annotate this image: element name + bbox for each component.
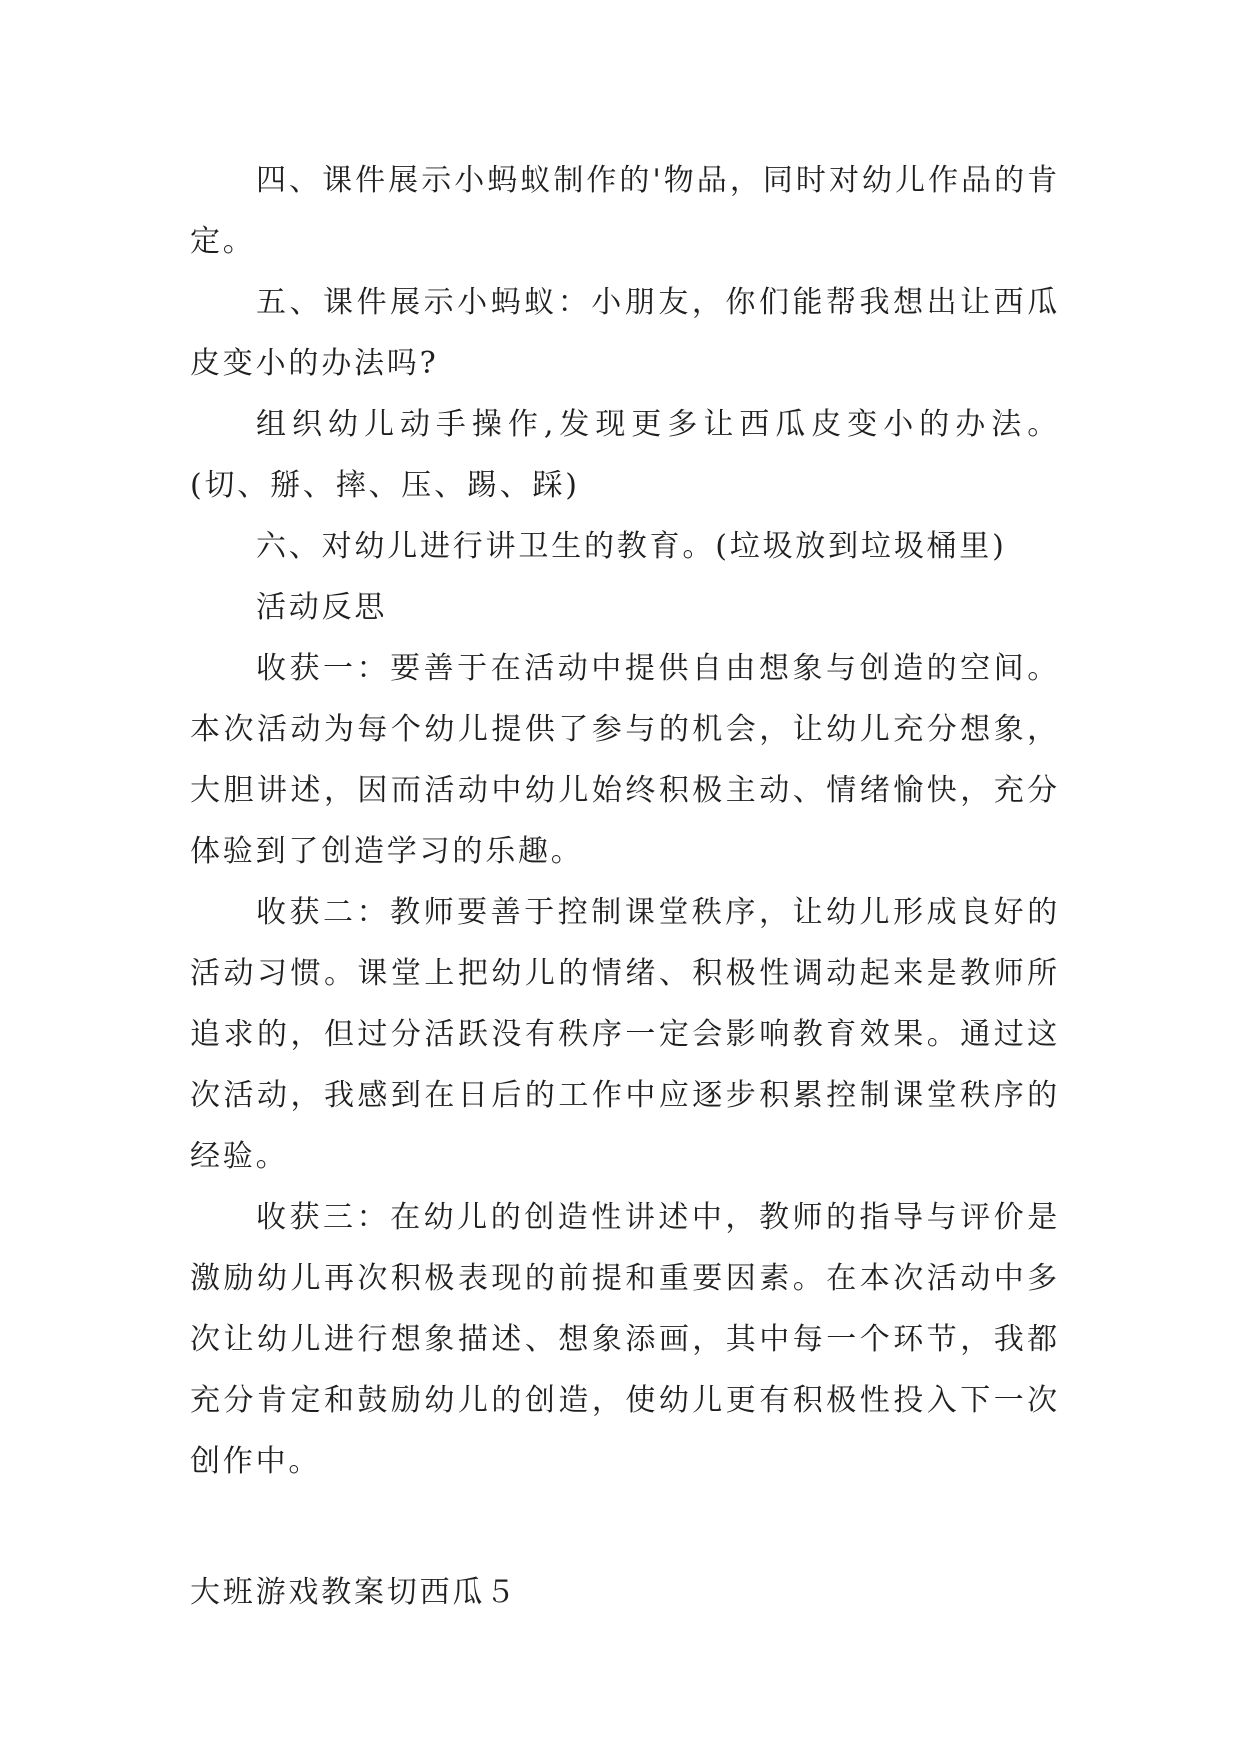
paragraph-gain-one: 收获一：要善于在活动中提供自由想象与创造的空间。本次活动为每个幼儿提供了参与的机会，让幼儿充分想象，大胆讲述，因而活动中幼儿始终积极主动、情绪愉快，充分体验到了创造学习的乐趣。 xyxy=(190,651,1060,869)
next-lesson-title: 大班游戏教案切西瓜５ xyxy=(190,1575,518,1610)
section-heading-reflection: 活动反思 xyxy=(256,590,388,625)
section-gap xyxy=(190,1492,1060,1562)
paragraph-gain-two: 收获二：教师要善于控制课堂秩序，让幼儿形成良好的活动习惯。课堂上把幼儿的情绪、积极性调动起来是教师所追求的，但过分活跃没有秩序一定会影响教育效果。通过这次活动，我感到在日后的工作中应逐步积累控制课堂秩序的经验。 xyxy=(190,895,1060,1174)
paragraph-hands-on: 组织幼儿动手操作,发现更多让西瓜皮变小的办法。(切、掰、摔、压、踢、踩) xyxy=(190,407,1060,503)
paragraph-gain-three: 收获三：在幼儿的创造性讲述中，教师的指导与评价是激励幼儿再次积极表现的前提和重要因素。在本次活动中多次让幼儿进行想象描述、想象添画，其中每一个环节，我都充分肯定和鼓励幼儿的创造，使幼儿更有积极性投入下一次创作中。 xyxy=(190,1200,1060,1479)
paragraph-step-four: 四、课件展示小蚂蚁制作的'物品，同时对幼儿作品的肯定。 xyxy=(190,163,1060,259)
paragraph-step-five: 五、课件展示小蚂蚁：小朋友，你们能帮我想出让西瓜皮变小的办法吗? xyxy=(190,285,1060,381)
document-body xyxy=(190,150,1060,1623)
paragraph-step-six: 六、对幼儿进行讲卫生的教育。(垃圾放到垃圾桶里) xyxy=(256,529,1007,564)
